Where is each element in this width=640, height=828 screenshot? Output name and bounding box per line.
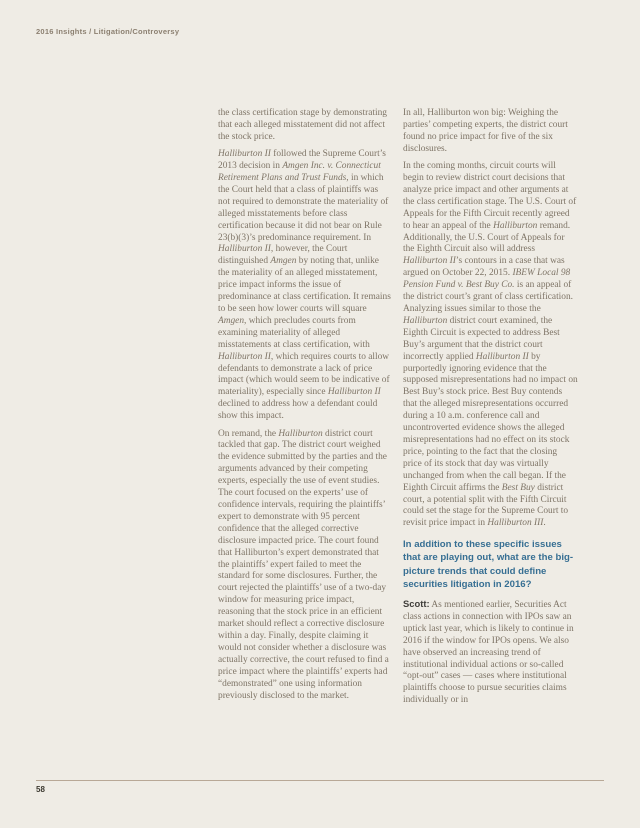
text-run: by purportedly ignoring evidence that the supposed misrepresentations had no impact on Best Buy’s stock price. Best Buy contends that the alleged misrepresentations occurred during a 10 a.m. conference call and uncontroverted evidence shows the alleged misrepresentations had no effect on its stock price, pointing to the fact that the closing price of its stock that day was virtually unchanged from when the call began. If the Eighth Circuit affirms the — [403, 351, 578, 493]
text-run: is an appeal of the district court’s grant of class certification. Analyzing issues similar to those the — [403, 280, 573, 314]
text-run: On remand, the — [218, 428, 279, 439]
paragraph — [403, 161, 578, 530]
text-run: , which precludes courts from examining materiality of alleged misstatements at class certification, with — [218, 315, 370, 350]
text-run: district court examined, the Eighth Circuit is expected to address Best Buy’s argument that the district court incorrectly applied — [403, 315, 560, 362]
paragraph — [403, 108, 578, 156]
text-run: remand. Additionally, the U.S. Court of Appeals for the Eighth Circuit also will address — [403, 220, 571, 255]
case-name: Halliburton — [278, 428, 323, 439]
text-run: In all, Halliburton won big: Weighing the parties’ competing experts, the district court found no price impact for five of the six disclosures. — [403, 108, 568, 154]
text-run: , in which the Court held that a class of plaintiffs was not required to demonstrate the materiality of alleged misstatements before class certification because it did not bear on Rule 23(b)(3)’s predominance requirement. In — [218, 173, 389, 243]
text-run: by noting that, unlike the materiality of an alleged misstatement, price impact informs the issue of predominance at class certification. It remains to be seen how lower courts will square — [218, 256, 391, 314]
paragraph — [218, 149, 391, 423]
page-number: 58 — [36, 785, 45, 794]
case-name: Halliburton III — [487, 518, 544, 529]
text-run: . — [543, 518, 546, 529]
left-column — [218, 108, 391, 702]
case-name: Halliburton II — [218, 244, 271, 255]
answer-paragraphs — [403, 598, 578, 707]
case-name: Halliburton II — [327, 387, 381, 398]
paragraph — [218, 429, 391, 703]
text-run: As mentioned earlier, Securities Act class actions in connection with IPOs saw an uptick last year, which is likely to continue in 2016 if the window for IPOs opens. We also have observed an increasing trend of institutional individual actions or so-called “opt-out” cases — cases where institutional plaintiffs choose to pursue securities claims individually or in — [403, 600, 574, 706]
paragraph — [403, 598, 578, 707]
case-name: Halliburton — [403, 315, 448, 326]
case-name: Halliburton II — [218, 149, 271, 160]
text-run: district court tackled that gap. The district court weighed the evidence submitted by the parties and the arguments advanced by their competing experts, especially the use of event studies. The court focused on the experts’ use of confidence intervals, requiring the plaintiffs’ expert to demonstrate with 95 percent confidence that the alleged corrective disclosure impacted price. The court found that Halliburton’s expert demonstrated that the plaintiffs’ expert failed to meet the standard for some disclosures. Further, the court rejected the plaintiffs’ use of a two-day window for measuring price impact, reasoning that the stock price in an efficient market should reflect a corrective disclosure within a day. Finally, despite claiming it would not consider whether a disclosure was actually corrective, the court refused to find a price impact where the plaintiffs’ experts had “demonstrated” one using information previously disclosed to the market. — [218, 428, 389, 701]
case-name: Halliburton — [493, 220, 538, 231]
text-run: declined to address how a defendant could show this impact. — [218, 399, 378, 422]
text-run: , which requires courts to allow defendants to demonstrate a lack of price impact (which would seem to be indicative of materiality), especially since — [218, 351, 390, 398]
right-column — [403, 108, 578, 707]
speaker-label: Scott: — [403, 598, 430, 610]
right-column-paragraphs — [403, 108, 578, 530]
case-name: Halliburton II — [403, 256, 456, 267]
case-name: Amgen Inc. v. Connecticut Retirement Plans and Trust Funds — [218, 161, 381, 184]
text-run: the class certification stage by demonstrating that each alleged misstatement did not affect the stock price. — [218, 108, 387, 142]
case-name: IBEW Local 98 Pension Fund v. Best Buy Co. — [403, 268, 571, 291]
text-run: , however, the Court distinguished — [218, 244, 348, 267]
breadcrumb: 2016 Insights / Litigation/Controversy — [36, 27, 180, 36]
case-name: Amgen — [270, 256, 297, 267]
case-name: Halliburton II — [218, 351, 271, 362]
text-run: In the coming months, circuit courts will begin to review district court decisions that analyze price impact and other arguments at the class certification stage. The U.S. Court of Appeals for the Fifth Circuit recently agreed to hear an appeal of the — [403, 161, 577, 231]
question-heading: In addition to these specific issues that are playing out, what are the big-picture trends that could define securities litigation in 2016? — [403, 539, 574, 590]
case-name: Best Buy — [501, 482, 535, 493]
case-name: Halliburton II — [475, 351, 529, 362]
paragraph — [218, 108, 391, 144]
text-run: ’s contours in a case that was argued on October 22, 2015. — [403, 256, 565, 279]
text-run: district court, a potential split with the Fifth Circuit could set the stage for the Supreme Court to revisit price impact in — [403, 482, 569, 529]
case-name: Amgen — [218, 315, 245, 326]
footer-divider — [36, 780, 604, 781]
text-run: followed the Supreme Court’s 2013 decision in — [218, 149, 386, 172]
